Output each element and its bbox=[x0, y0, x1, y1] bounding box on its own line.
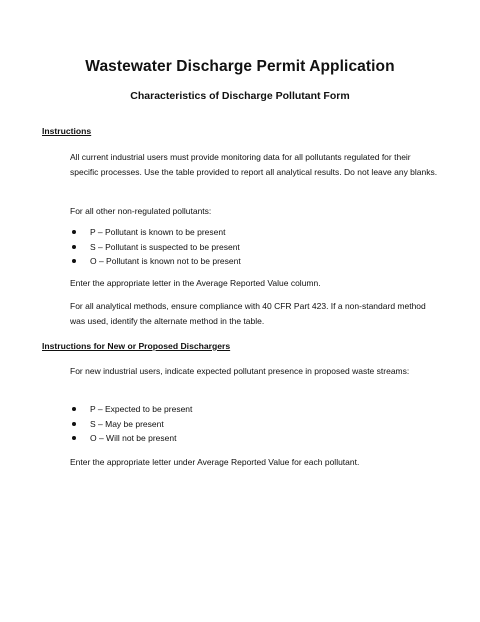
bullet-text: O – Will not be present bbox=[90, 433, 177, 443]
bullet-text: P – Expected to be present bbox=[90, 404, 193, 414]
instructions-heading: Instructions bbox=[42, 126, 92, 136]
list-item bbox=[70, 431, 192, 446]
bullet-icon bbox=[72, 407, 76, 411]
document-subtitle: Characteristics of Discharge Pollutant Form bbox=[130, 90, 350, 102]
bullet-icon bbox=[72, 259, 76, 263]
bullet-icon bbox=[72, 230, 76, 234]
instructions-bullet-list bbox=[70, 225, 241, 269]
instructions-paragraph-analytical-methods: For all analytical methods, ensure compliance with 40 CFR Part 423. If a non-standard method was used, identify the alternate method in the table. bbox=[70, 301, 426, 326]
bullet-icon bbox=[72, 422, 76, 426]
list-item bbox=[70, 254, 241, 269]
new-dischargers-paragraph-expected: For new industrial users, indicate expected pollutant presence in proposed waste streams: bbox=[70, 366, 410, 376]
instructions-paragraph-enter-letter: Enter the appropriate letter in the Average Reported Value column. bbox=[70, 278, 321, 288]
bullet-text: S – May be present bbox=[90, 418, 164, 429]
document-title: Wastewater Discharge Permit Application bbox=[85, 58, 395, 75]
bullet-text: O – Pollutant is known not to be present bbox=[90, 256, 241, 266]
list-item bbox=[70, 417, 192, 432]
instructions-paragraph-monitoring: All current industrial users must provide monitoring data for all pollutants regulated for their specific processes. Use the table provided to report all analytical results. Do not leave any blanks. bbox=[70, 152, 438, 177]
bullet-icon bbox=[72, 245, 76, 249]
instructions-paragraph-non-regulated: For all other non-regulated pollutants: bbox=[70, 206, 212, 216]
list-item bbox=[70, 402, 192, 417]
new-dischargers-paragraph-enter-letter: Enter the appropriate letter under Average Reported Value for each pollutant. bbox=[70, 457, 360, 467]
list-item bbox=[70, 240, 241, 255]
bullet-text: S – Pollutant is suspected to be present bbox=[90, 241, 240, 252]
bullet-icon bbox=[72, 436, 76, 440]
new-dischargers-bullet-list bbox=[70, 402, 192, 446]
list-item bbox=[70, 225, 241, 240]
new-dischargers-heading: Instructions for New or Proposed Dischargers bbox=[42, 341, 231, 351]
bullet-text: P – Pollutant is known to be present bbox=[90, 227, 226, 237]
